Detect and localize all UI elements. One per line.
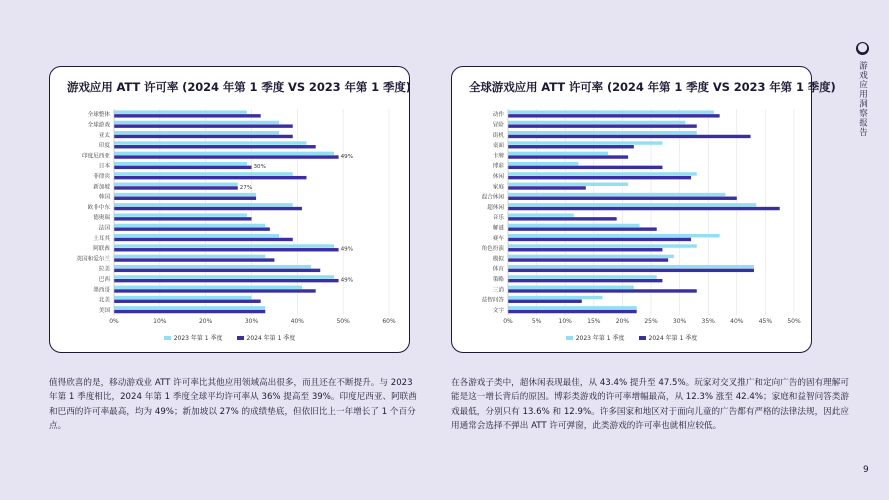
category-label: 策略 xyxy=(492,276,504,283)
x-tick-label: 15% xyxy=(587,318,601,325)
bar-2024 xyxy=(508,227,657,230)
bar-2024 xyxy=(508,269,754,272)
bar-2024 xyxy=(114,176,307,179)
x-tick-label: 50% xyxy=(787,318,801,325)
category-label: 新加坡 xyxy=(93,184,110,191)
x-tick-label: 50% xyxy=(336,318,350,325)
category-label: 混合休闲 xyxy=(481,194,504,201)
bar-2023 xyxy=(114,224,265,227)
category-label: 土耳其 xyxy=(93,235,110,242)
bar-2023 xyxy=(508,121,685,124)
category-label: 德奥瑞 xyxy=(93,215,110,222)
bar-2023 xyxy=(114,213,247,216)
brand-logo-icon: ⬤ xyxy=(857,43,868,53)
bar-2023 xyxy=(114,296,252,299)
category-label: 休闲 xyxy=(492,173,504,180)
category-label: 体育 xyxy=(492,266,504,273)
bar-2024 xyxy=(508,248,662,251)
bar-2024 xyxy=(508,135,751,138)
bar-2023 xyxy=(508,141,662,144)
x-tick-label: 10% xyxy=(558,318,572,325)
bar-2023 xyxy=(114,131,279,134)
bar-chart-genres xyxy=(452,67,813,354)
bar-2023 xyxy=(508,286,634,289)
category-label: 亚太 xyxy=(98,132,110,139)
bar-2023 xyxy=(508,162,578,165)
bar-2023 xyxy=(508,203,756,206)
bar-2024 xyxy=(114,289,316,292)
data-label: 49% xyxy=(340,246,354,253)
legend-swatch-2023 xyxy=(164,336,171,340)
bar-2024 xyxy=(114,197,256,200)
category-label: 三消 xyxy=(492,287,504,294)
page-number: 9 xyxy=(863,465,869,475)
bar-2023 xyxy=(114,172,293,175)
bar-2024 xyxy=(508,166,662,169)
bar-2024 xyxy=(114,124,293,127)
body-paragraph-left: 值得欣喜的是，移动游戏业 ATT 许可率比其他应用领域高出很多，而且还在不断提升。与 2023 年第 1 季度相比，2024 年第 1 季度全球平均许可率从 36% 提高至 39%。印度尼西亚、阿联酋和巴西的许可率最高，均为 49%；新加坡以 27% 的成绩垫底，但依旧比上一年增长了 1 个百分点。 xyxy=(49,378,417,431)
legend-label-2024: 2024 年第 1 季度 xyxy=(648,335,698,342)
legend-label-2023: 2023 年第 1 季度 xyxy=(575,335,625,342)
bar-2024 xyxy=(114,279,339,282)
bar-2024 xyxy=(508,207,780,210)
category-label: 赛车 xyxy=(492,235,504,242)
legend-swatch-2023 xyxy=(566,336,573,340)
legend-item-2023 xyxy=(566,333,625,342)
bar-2024 xyxy=(114,166,252,169)
bar-2024 xyxy=(508,155,628,158)
bar-2023 xyxy=(508,172,697,175)
category-label: 日本 xyxy=(98,163,110,170)
bar-2024 xyxy=(508,238,691,241)
bar-2023 xyxy=(508,131,697,134)
chart-title: 全球游戏应用 ATT 许可率 (2024 年第 1 季度 VS 2023 年第 1 季度) xyxy=(469,80,836,94)
bar-2024 xyxy=(508,289,697,292)
category-label: 拉美 xyxy=(98,266,110,273)
x-tick-label: 30% xyxy=(244,318,259,325)
bar-2023 xyxy=(114,203,293,206)
x-tick-label: 35% xyxy=(701,318,715,325)
data-label: 49% xyxy=(340,277,354,284)
bar-2023 xyxy=(114,162,247,165)
bar-2023 xyxy=(114,306,265,309)
x-tick-label: 40% xyxy=(290,318,305,325)
category-label: 欧非中东 xyxy=(87,204,110,211)
bar-2024 xyxy=(508,124,697,127)
category-label: 墨西哥 xyxy=(93,287,110,294)
bar-2023 xyxy=(508,255,674,258)
bar-2023 xyxy=(508,213,574,216)
category-label: 桌面 xyxy=(492,143,504,150)
bar-2023 xyxy=(508,265,754,268)
bar-2024 xyxy=(508,258,668,261)
category-label: 冒险 xyxy=(492,122,504,129)
bar-2023 xyxy=(114,286,302,289)
bar-2023 xyxy=(508,110,714,113)
category-label: 动作 xyxy=(492,112,504,119)
legend-item-2024 xyxy=(639,333,698,342)
bar-2024 xyxy=(114,114,261,117)
chart-card-left xyxy=(49,66,410,353)
category-label: 英国和爱尔兰 xyxy=(76,256,110,263)
bar-2024 xyxy=(114,155,339,158)
chart-legend xyxy=(50,333,409,342)
legend-item-2023 xyxy=(164,333,223,342)
x-tick-label: 20% xyxy=(198,318,213,325)
bar-2023 xyxy=(114,234,279,237)
bar-2023 xyxy=(508,296,602,299)
category-label: 音乐 xyxy=(492,215,504,222)
x-tick-label: 0% xyxy=(503,318,513,325)
bar-2024 xyxy=(114,300,261,303)
bar-2023 xyxy=(114,121,279,124)
body-paragraph-right: 在各游戏子类中，超休闲表现最佳，从 43.4% 提升至 47.5%。玩家对交叉推广和定向广告的固有理解可能是这一增长背后的原因。博彩类游戏的许可率增幅最高，从 12.3% 涨至 42.4%；家庭和益智问答类游戏最低，分别只有 13.6% 和 12.9%。许多国家和地区对于面向儿童的广告都有严格的法律法规，因此应用通常会选择不弹出 ATT 许可弹窗，此类游戏的许可率也就相应较低。 xyxy=(451,378,849,431)
x-tick-label: 60% xyxy=(382,318,396,325)
bar-2023 xyxy=(508,244,697,247)
x-tick-label: 25% xyxy=(644,318,658,325)
legend-label-2023: 2023 年第 1 季度 xyxy=(173,335,223,342)
bar-2024 xyxy=(114,310,265,313)
bar-2024 xyxy=(508,300,582,303)
data-label: 27% xyxy=(239,184,253,191)
bar-2023 xyxy=(508,152,608,155)
bar-2024 xyxy=(114,248,339,251)
bar-2023 xyxy=(114,193,256,196)
bar-2024 xyxy=(114,258,274,261)
bar-2024 xyxy=(508,186,586,189)
bar-2023 xyxy=(508,183,628,186)
x-tick-label: 45% xyxy=(758,318,773,325)
bar-2024 xyxy=(508,217,617,220)
bar-2024 xyxy=(114,217,252,220)
bar-2023 xyxy=(114,183,238,186)
bar-2024 xyxy=(508,114,720,117)
category-label: 印度 xyxy=(98,143,110,150)
chart-title: 游戏应用 ATT 许可率 (2024 年第 1 季度 VS 2023 年第 1 季度) xyxy=(67,80,411,94)
x-tick-label: 10% xyxy=(153,318,167,325)
category-label: 益智问答 xyxy=(481,297,504,304)
bar-2024 xyxy=(114,227,270,230)
legend-swatch-2024 xyxy=(237,336,244,340)
chart-legend xyxy=(452,333,811,342)
x-tick-label: 30% xyxy=(672,318,687,325)
bar-2023 xyxy=(114,255,265,258)
category-label: 解谜 xyxy=(492,225,504,232)
category-label: 北美 xyxy=(98,297,110,304)
brand-title: 游戏应用洞察报告 xyxy=(857,61,868,137)
legend-label-2024: 2024 年第 1 季度 xyxy=(246,335,296,342)
x-tick-label: 0% xyxy=(109,318,119,325)
x-tick-label: 5% xyxy=(531,318,542,325)
bar-2023 xyxy=(508,306,637,309)
category-label: 阿联酋 xyxy=(93,246,110,253)
x-tick-label: 40% xyxy=(730,318,744,325)
bar-2024 xyxy=(508,176,691,179)
category-label: 文字 xyxy=(492,307,504,314)
bar-2024 xyxy=(114,269,320,272)
category-label: 韩国 xyxy=(98,194,110,201)
category-label: 巴西 xyxy=(98,276,110,283)
category-label: 印度尼西亚 xyxy=(82,153,110,160)
bar-2024 xyxy=(114,238,293,241)
category-label: 美国 xyxy=(98,307,110,314)
bar-chart-regions xyxy=(50,67,411,354)
bar-2023 xyxy=(508,234,720,237)
data-label: 49% xyxy=(340,153,354,160)
bar-2024 xyxy=(114,207,302,210)
bar-2023 xyxy=(114,244,334,247)
data-label: 30% xyxy=(253,164,266,171)
category-label: 家庭 xyxy=(492,184,504,191)
chart-card-right xyxy=(451,66,836,353)
x-tick-label: 20% xyxy=(615,318,630,325)
category-label: 超休闲 xyxy=(487,204,504,211)
bar-2023 xyxy=(114,275,334,278)
bar-2023 xyxy=(508,275,657,278)
bar-2023 xyxy=(114,152,334,155)
category-label: 全球游戏 xyxy=(87,122,110,129)
bar-2024 xyxy=(114,135,293,138)
category-label: 博彩 xyxy=(492,163,504,170)
bar-2024 xyxy=(508,197,737,200)
category-label: 法国 xyxy=(98,225,110,232)
bar-2024 xyxy=(508,279,662,282)
bar-2023 xyxy=(114,265,311,268)
bar-2023 xyxy=(508,193,725,196)
category-label: 街机 xyxy=(492,132,504,139)
bar-2024 xyxy=(508,145,634,148)
legend-item-2024 xyxy=(237,333,296,342)
bar-2024 xyxy=(114,186,238,189)
bar-2023 xyxy=(114,141,307,144)
brand-sidebar xyxy=(856,42,869,137)
category-label: 全球整体 xyxy=(87,112,110,119)
bar-2024 xyxy=(508,310,637,313)
category-label: 菲律宾 xyxy=(93,173,110,180)
bar-2023 xyxy=(114,110,247,113)
bar-2024 xyxy=(114,145,316,148)
category-label: 卡牌 xyxy=(492,153,504,160)
bar-2023 xyxy=(508,224,640,227)
category-label: 模拟 xyxy=(492,256,504,263)
category-label: 角色扮演 xyxy=(481,246,504,253)
legend-swatch-2024 xyxy=(639,336,646,340)
